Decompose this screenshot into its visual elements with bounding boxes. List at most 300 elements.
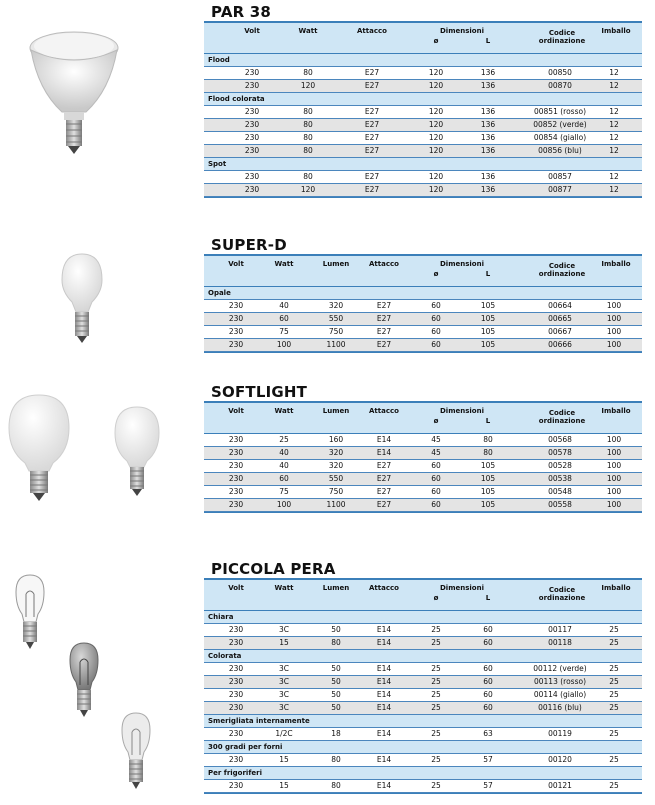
table-cell: 40 bbox=[279, 301, 289, 310]
table-cell: E27 bbox=[364, 107, 380, 116]
table-cell: 230 bbox=[228, 729, 244, 738]
table-cell: 80 bbox=[303, 68, 313, 77]
table-cell: 80 bbox=[303, 133, 313, 142]
table-cell: 60 bbox=[279, 474, 289, 483]
table-cell: 60 bbox=[431, 461, 441, 470]
table-cell: 00538 bbox=[548, 474, 572, 483]
table-cell: 136 bbox=[480, 68, 496, 77]
table-row bbox=[204, 145, 642, 158]
column-header-codice: Codice ordinazione bbox=[538, 409, 586, 425]
column-header-codice: Codice ordinazione bbox=[538, 29, 586, 45]
table-cell: E14 bbox=[376, 729, 392, 738]
table-row bbox=[204, 637, 642, 650]
column-header-imballo: Imballo bbox=[601, 27, 631, 35]
column-header-dimensioni: Dimensioni bbox=[440, 407, 484, 415]
table-cell: 80 bbox=[303, 107, 313, 116]
table-cell: 230 bbox=[244, 172, 260, 181]
group-label: Flood bbox=[208, 56, 230, 64]
table-cell: 230 bbox=[244, 133, 260, 142]
column-header-imballo: Imballo bbox=[601, 407, 631, 415]
table-row bbox=[204, 80, 642, 93]
table-row bbox=[204, 624, 642, 637]
table-cell: 100 bbox=[606, 314, 622, 323]
table-row bbox=[204, 184, 642, 197]
par38-table bbox=[204, 21, 642, 198]
column-header-imballo: Imballo bbox=[601, 584, 631, 592]
column-header-diameter: ø bbox=[433, 270, 439, 278]
table-cell: 3C bbox=[278, 625, 289, 634]
table-cell: 25 bbox=[279, 435, 289, 444]
table-cell: 230 bbox=[228, 625, 244, 634]
column-header-watt: Watt bbox=[274, 407, 294, 415]
table-header bbox=[204, 580, 642, 611]
table-cell: 25 bbox=[609, 677, 619, 686]
table-cell: 105 bbox=[480, 500, 496, 509]
super-d-bulb-image bbox=[58, 252, 106, 347]
table-row bbox=[204, 171, 642, 184]
column-header-lumen: Lumen bbox=[322, 260, 350, 268]
table-cell: 3C bbox=[278, 677, 289, 686]
section-title-par38: PAR 38 bbox=[211, 3, 272, 21]
table-row bbox=[204, 434, 642, 447]
table-cell: 25 bbox=[431, 755, 441, 764]
table-cell: 100 bbox=[276, 500, 292, 509]
table-cell: E14 bbox=[376, 435, 392, 444]
table-cell: 3C bbox=[278, 664, 289, 673]
table-cell: 750 bbox=[328, 327, 344, 336]
table-cell: 25 bbox=[609, 638, 619, 647]
table-cell: 100 bbox=[276, 340, 292, 349]
table-cell: 75 bbox=[279, 487, 289, 496]
table-row bbox=[204, 486, 642, 499]
column-header-length: L bbox=[485, 270, 491, 278]
group-label: Chiara bbox=[208, 613, 234, 621]
table-cell: 230 bbox=[228, 487, 244, 496]
table-cell: 12 bbox=[609, 68, 619, 77]
table-cell: 136 bbox=[480, 133, 496, 142]
table-row bbox=[204, 339, 642, 352]
table-cell: E14 bbox=[376, 638, 392, 647]
table-cell: 230 bbox=[244, 146, 260, 155]
group-label: Per frigoriferi bbox=[208, 769, 262, 777]
table-cell: 25 bbox=[609, 729, 619, 738]
table-cell: 105 bbox=[480, 314, 496, 323]
column-header-dimensioni: Dimensioni bbox=[440, 584, 484, 592]
table-cell: 00119 bbox=[548, 729, 572, 738]
column-header-attacco: Attacco bbox=[369, 584, 399, 592]
table-cell: 100 bbox=[606, 487, 622, 496]
table-row bbox=[204, 663, 642, 676]
table-cell: 25 bbox=[609, 781, 619, 790]
table-cell: E27 bbox=[364, 185, 380, 194]
column-header-watt: Watt bbox=[274, 260, 294, 268]
table-cell: E27 bbox=[376, 500, 392, 509]
table-row bbox=[204, 754, 642, 767]
table-cell: 00120 bbox=[548, 755, 572, 764]
table-cell: 136 bbox=[480, 120, 496, 129]
table-row bbox=[204, 313, 642, 326]
table-cell: 120 bbox=[428, 120, 444, 129]
group-label: 300 gradi per forni bbox=[208, 743, 283, 751]
table-cell: 230 bbox=[228, 314, 244, 323]
table-cell: 80 bbox=[483, 448, 493, 457]
table-row bbox=[204, 300, 642, 313]
table-cell: 50 bbox=[331, 703, 341, 712]
piccola-pera-table bbox=[204, 578, 642, 794]
table-row bbox=[204, 676, 642, 689]
table-cell: 3C bbox=[278, 703, 289, 712]
table-cell: E14 bbox=[376, 677, 392, 686]
column-header-dimensioni: Dimensioni bbox=[440, 260, 484, 268]
piccola-pera-frosted-bulb-image bbox=[64, 640, 104, 720]
table-cell: E27 bbox=[376, 461, 392, 470]
table-cell: 00851 (rosso) bbox=[533, 107, 586, 116]
table-cell: 230 bbox=[228, 677, 244, 686]
table-cell: 12 bbox=[609, 185, 619, 194]
table-cell: 00548 bbox=[548, 487, 572, 496]
table-cell: E27 bbox=[364, 81, 380, 90]
column-header-diameter: ø bbox=[433, 594, 439, 602]
table-cell: 120 bbox=[428, 146, 444, 155]
table-cell: 120 bbox=[300, 185, 316, 194]
table-cell: 75 bbox=[279, 327, 289, 336]
table-cell: 25 bbox=[431, 664, 441, 673]
group-label: Flood colorata bbox=[208, 95, 265, 103]
column-header-dimensioni: Dimensioni bbox=[440, 27, 484, 35]
table-cell: 60 bbox=[483, 677, 493, 686]
table-cell: 60 bbox=[431, 327, 441, 336]
table-cell: 25 bbox=[609, 703, 619, 712]
table-cell: 1/2C bbox=[275, 729, 293, 738]
table-cell: 750 bbox=[328, 487, 344, 496]
table-cell: 136 bbox=[480, 107, 496, 116]
group-header-row bbox=[204, 54, 642, 67]
table-cell: 15 bbox=[279, 755, 289, 764]
table-cell: 120 bbox=[428, 185, 444, 194]
table-cell: 230 bbox=[228, 435, 244, 444]
table-cell: 60 bbox=[431, 301, 441, 310]
group-header-row bbox=[204, 741, 642, 754]
table-cell: 00852 (verde) bbox=[533, 120, 587, 129]
table-cell: E27 bbox=[364, 172, 380, 181]
table-cell: 136 bbox=[480, 81, 496, 90]
table-cell: 230 bbox=[228, 703, 244, 712]
table-cell: 230 bbox=[228, 755, 244, 764]
table-cell: 12 bbox=[609, 120, 619, 129]
group-header-row bbox=[204, 715, 642, 728]
table-cell: 00870 bbox=[548, 81, 572, 90]
table-cell: 00117 bbox=[548, 625, 572, 634]
table-cell: 60 bbox=[431, 500, 441, 509]
table-cell: 80 bbox=[331, 638, 341, 647]
section-title-super-d: SUPER-D bbox=[211, 236, 287, 254]
table-cell: 60 bbox=[483, 703, 493, 712]
table-cell: E27 bbox=[376, 327, 392, 336]
table-cell: E27 bbox=[364, 133, 380, 142]
table-cell: 230 bbox=[244, 81, 260, 90]
table-cell: E27 bbox=[376, 474, 392, 483]
table-cell: 230 bbox=[228, 664, 244, 673]
table-cell: 18 bbox=[331, 729, 341, 738]
table-row bbox=[204, 106, 642, 119]
table-cell: E27 bbox=[364, 120, 380, 129]
table-cell: 100 bbox=[606, 327, 622, 336]
table-cell: 1100 bbox=[326, 340, 346, 349]
table-cell: 60 bbox=[431, 474, 441, 483]
table-row bbox=[204, 326, 642, 339]
table-cell: 230 bbox=[228, 690, 244, 699]
group-header-row bbox=[204, 158, 642, 171]
table-cell: 25 bbox=[431, 729, 441, 738]
table-cell: 3C bbox=[278, 690, 289, 699]
column-header-codice: Codice ordinazione bbox=[538, 262, 586, 278]
table-cell: E27 bbox=[376, 340, 392, 349]
table-cell: 230 bbox=[228, 327, 244, 336]
softlight-large-bulb-image bbox=[5, 393, 73, 505]
table-cell: 00667 bbox=[548, 327, 572, 336]
table-cell: 80 bbox=[303, 120, 313, 129]
table-cell: 25 bbox=[431, 781, 441, 790]
table-cell: 25 bbox=[609, 625, 619, 634]
table-cell: 00114 (giallo) bbox=[533, 690, 587, 699]
table-cell: 320 bbox=[328, 301, 344, 310]
table-cell: 00578 bbox=[548, 448, 572, 457]
table-row bbox=[204, 132, 642, 145]
table-cell: 105 bbox=[480, 461, 496, 470]
column-header-volt: Volt bbox=[244, 27, 260, 35]
group-header-row bbox=[204, 650, 642, 663]
table-cell: E14 bbox=[376, 690, 392, 699]
column-header-lumen: Lumen bbox=[322, 407, 350, 415]
table-header bbox=[204, 403, 642, 434]
table-cell: 230 bbox=[228, 474, 244, 483]
table-cell: 120 bbox=[300, 81, 316, 90]
table-cell: E14 bbox=[376, 664, 392, 673]
table-cell: 00112 (verde) bbox=[533, 664, 587, 673]
table-cell: 12 bbox=[609, 146, 619, 155]
table-cell: 80 bbox=[303, 146, 313, 155]
table-cell: 136 bbox=[480, 146, 496, 155]
table-cell: 230 bbox=[228, 500, 244, 509]
table-cell: 12 bbox=[609, 81, 619, 90]
table-cell: 00854 (giallo) bbox=[533, 133, 587, 142]
table-cell: 00121 bbox=[548, 781, 572, 790]
table-row bbox=[204, 728, 642, 741]
table-cell: 57 bbox=[483, 781, 493, 790]
table-cell: 120 bbox=[428, 133, 444, 142]
table-cell: 40 bbox=[279, 461, 289, 470]
table-cell: 105 bbox=[480, 487, 496, 496]
column-header-attacco: Attacco bbox=[357, 27, 387, 35]
table-cell: 00857 bbox=[548, 172, 572, 181]
table-cell: 50 bbox=[331, 690, 341, 699]
table-cell: 00558 bbox=[548, 500, 572, 509]
table-cell: 80 bbox=[331, 781, 341, 790]
column-header-watt: Watt bbox=[274, 584, 294, 592]
table-header bbox=[204, 23, 642, 54]
table-row bbox=[204, 473, 642, 486]
column-header-attacco: Attacco bbox=[369, 260, 399, 268]
table-cell: 12 bbox=[609, 107, 619, 116]
table-cell: E27 bbox=[364, 146, 380, 155]
table-cell: 00568 bbox=[548, 435, 572, 444]
table-cell: 136 bbox=[480, 185, 496, 194]
table-cell: 25 bbox=[609, 690, 619, 699]
table-row bbox=[204, 499, 642, 512]
table-cell: 00664 bbox=[548, 301, 572, 310]
table-cell: 230 bbox=[244, 68, 260, 77]
table-row bbox=[204, 460, 642, 473]
table-cell: 105 bbox=[480, 340, 496, 349]
table-cell: 57 bbox=[483, 755, 493, 764]
table-cell: 25 bbox=[431, 690, 441, 699]
table-cell: 230 bbox=[228, 781, 244, 790]
section-title-softlight: SOFTLIGHT bbox=[211, 383, 308, 401]
column-header-length: L bbox=[485, 417, 491, 425]
table-cell: 50 bbox=[331, 664, 341, 673]
table-cell: 80 bbox=[303, 172, 313, 181]
table-cell: 40 bbox=[279, 448, 289, 457]
table-cell: 00877 bbox=[548, 185, 572, 194]
table-cell: 120 bbox=[428, 172, 444, 181]
table-row bbox=[204, 780, 642, 793]
table-cell: 60 bbox=[431, 340, 441, 349]
table-cell: 105 bbox=[480, 327, 496, 336]
table-cell: 00856 (blu) bbox=[538, 146, 582, 155]
table-cell: E14 bbox=[376, 703, 392, 712]
table-cell: 550 bbox=[328, 474, 344, 483]
table-cell: 60 bbox=[483, 638, 493, 647]
softlight-table bbox=[204, 401, 642, 513]
table-cell: 60 bbox=[483, 625, 493, 634]
table-cell: 63 bbox=[483, 729, 493, 738]
group-label: Colorata bbox=[208, 652, 242, 660]
table-cell: 550 bbox=[328, 314, 344, 323]
table-cell: 120 bbox=[428, 81, 444, 90]
table-row bbox=[204, 119, 642, 132]
group-header-row bbox=[204, 611, 642, 624]
table-cell: 120 bbox=[428, 107, 444, 116]
table-cell: 230 bbox=[228, 448, 244, 457]
table-cell: 00113 (rosso) bbox=[533, 677, 586, 686]
group-header-row bbox=[204, 767, 642, 780]
table-cell: E14 bbox=[376, 625, 392, 634]
column-header-codice: Codice ordinazione bbox=[538, 586, 586, 602]
table-cell: 100 bbox=[606, 340, 622, 349]
table-cell: 12 bbox=[609, 172, 619, 181]
table-cell: 00116 (blu) bbox=[538, 703, 582, 712]
table-cell: 80 bbox=[331, 755, 341, 764]
table-cell: 60 bbox=[483, 690, 493, 699]
table-cell: 160 bbox=[328, 435, 344, 444]
table-cell: 230 bbox=[244, 107, 260, 116]
table-cell: 45 bbox=[431, 448, 441, 457]
section-title-piccola-pera: PICCOLA PERA bbox=[211, 560, 336, 578]
table-cell: 25 bbox=[431, 703, 441, 712]
table-cell: 230 bbox=[228, 340, 244, 349]
piccola-pera-clear-bulb-image bbox=[10, 572, 50, 652]
column-header-length: L bbox=[485, 37, 491, 45]
piccola-pera-fridge-bulb-image bbox=[116, 710, 156, 795]
group-label: Spot bbox=[208, 160, 227, 168]
column-header-attacco: Attacco bbox=[369, 407, 399, 415]
table-cell: 230 bbox=[244, 185, 260, 194]
table-cell: 25 bbox=[609, 755, 619, 764]
group-header-row bbox=[204, 93, 642, 106]
table-cell: 1100 bbox=[326, 500, 346, 509]
column-header-lumen: Lumen bbox=[322, 584, 350, 592]
column-header-volt: Volt bbox=[228, 407, 244, 415]
super-d-table bbox=[204, 254, 642, 353]
table-cell: 50 bbox=[331, 677, 341, 686]
table-cell: 320 bbox=[328, 461, 344, 470]
column-header-diameter: ø bbox=[433, 417, 439, 425]
group-label: Smerigliata internamente bbox=[208, 717, 310, 725]
table-cell: 15 bbox=[279, 638, 289, 647]
table-cell: 230 bbox=[228, 461, 244, 470]
group-label: Opale bbox=[208, 289, 231, 297]
table-cell: 50 bbox=[331, 625, 341, 634]
par38-bulb-image bbox=[28, 20, 120, 160]
table-cell: 25 bbox=[431, 677, 441, 686]
table-cell: 320 bbox=[328, 448, 344, 457]
table-cell: 136 bbox=[480, 172, 496, 181]
table-cell: 230 bbox=[244, 120, 260, 129]
table-row bbox=[204, 702, 642, 715]
group-header-row bbox=[204, 287, 642, 300]
table-cell: E27 bbox=[376, 314, 392, 323]
table-cell: 60 bbox=[431, 314, 441, 323]
table-cell: E14 bbox=[376, 755, 392, 764]
table-cell: 00118 bbox=[548, 638, 572, 647]
table-header bbox=[204, 256, 642, 287]
table-cell: 100 bbox=[606, 461, 622, 470]
table-cell: 12 bbox=[609, 133, 619, 142]
table-cell: E14 bbox=[376, 448, 392, 457]
table-cell: 120 bbox=[428, 68, 444, 77]
table-cell: E14 bbox=[376, 781, 392, 790]
table-cell: 100 bbox=[606, 474, 622, 483]
table-row bbox=[204, 67, 642, 80]
table-cell: 00850 bbox=[548, 68, 572, 77]
column-header-length: L bbox=[485, 594, 491, 602]
table-cell: 60 bbox=[431, 487, 441, 496]
column-header-volt: Volt bbox=[228, 260, 244, 268]
column-header-imballo: Imballo bbox=[601, 260, 631, 268]
table-cell: 100 bbox=[606, 301, 622, 310]
table-cell: 100 bbox=[606, 500, 622, 509]
table-cell: 105 bbox=[480, 301, 496, 310]
column-header-watt: Watt bbox=[298, 27, 318, 35]
column-header-volt: Volt bbox=[228, 584, 244, 592]
table-cell: 15 bbox=[279, 781, 289, 790]
table-cell: 80 bbox=[483, 435, 493, 444]
table-cell: E27 bbox=[364, 68, 380, 77]
table-cell: 00528 bbox=[548, 461, 572, 470]
table-row bbox=[204, 447, 642, 460]
table-cell: 25 bbox=[431, 625, 441, 634]
table-cell: 00666 bbox=[548, 340, 572, 349]
table-cell: 105 bbox=[480, 474, 496, 483]
table-cell: 60 bbox=[279, 314, 289, 323]
table-cell: 230 bbox=[228, 638, 244, 647]
table-cell: 00665 bbox=[548, 314, 572, 323]
table-row bbox=[204, 689, 642, 702]
table-cell: 25 bbox=[609, 664, 619, 673]
table-cell: E27 bbox=[376, 487, 392, 496]
table-cell: E27 bbox=[376, 301, 392, 310]
table-cell: 230 bbox=[228, 301, 244, 310]
